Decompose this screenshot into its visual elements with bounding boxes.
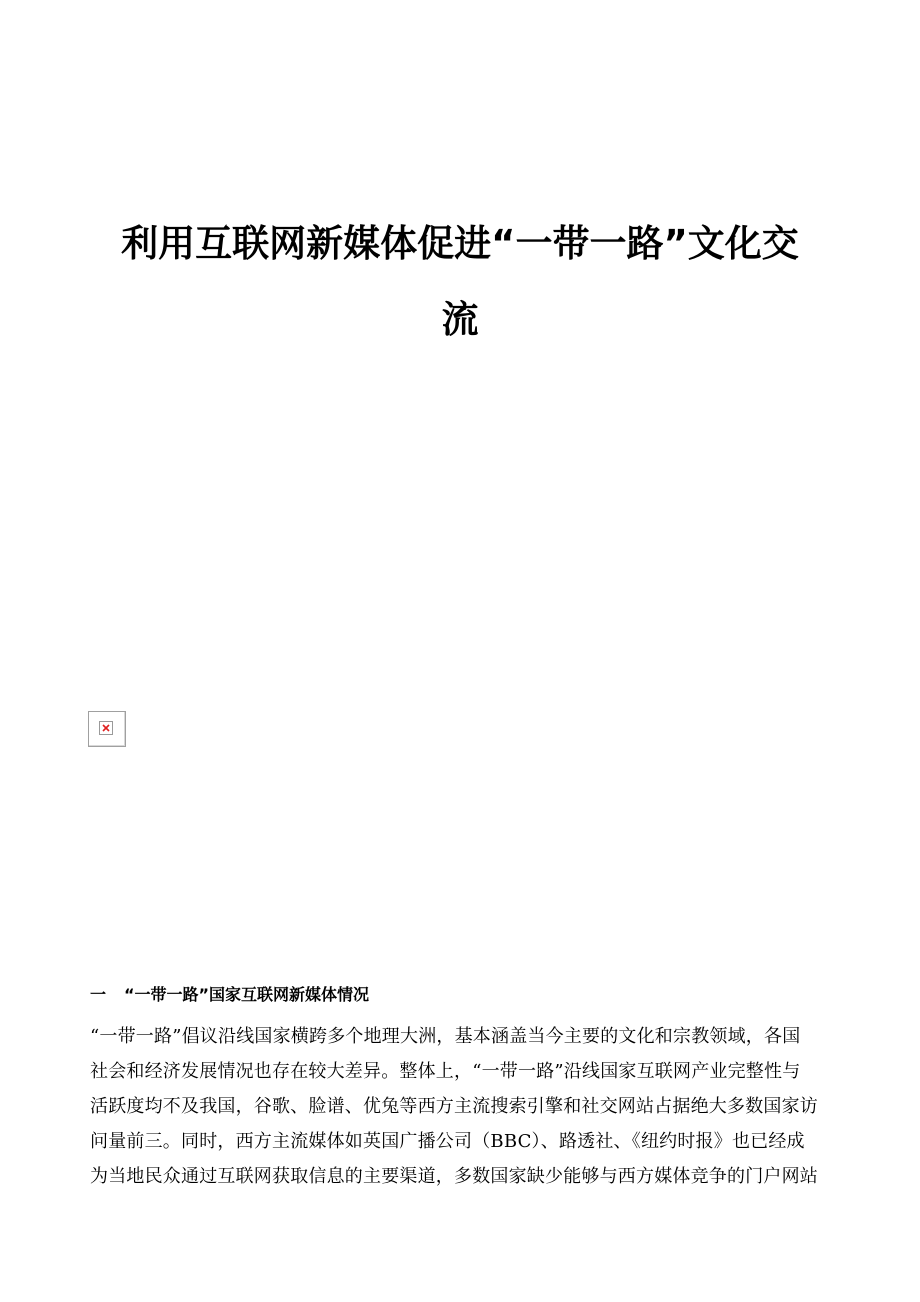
section-number: 一 <box>90 985 107 1004</box>
section-heading <box>90 984 369 1006</box>
body-paragraph <box>90 1019 830 1194</box>
title-line-1: 利用互联网新媒体促进“一带一路”文化交 <box>121 222 799 265</box>
broken-image-icon <box>99 721 113 735</box>
body-line: 问量前三。同时，西方主流媒体如英国广播公司（BBC）、路透社、《纽约时报》也已经成 <box>90 1131 805 1152</box>
body-line: 活跃度均不及我国，谷歌、脸谱、优兔等西方主流搜索引擎和社交网站占据绝大多数国家访 <box>90 1096 818 1117</box>
title-line-2: 流 <box>441 298 479 341</box>
body-line: 为当地民众通过互联网获取信息的主要渠道，多数国家缺少能够与西方媒体竞争的门户网站 <box>90 1166 818 1187</box>
document-title <box>90 206 830 358</box>
section-heading-text: “一带一路”国家互联网新媒体情况 <box>124 985 370 1004</box>
embedded-image-placeholder <box>88 711 126 747</box>
body-line: “一带一路”倡议沿线国家横跨多个地理大洲，基本涵盖当今主要的文化和宗教领域，各国 <box>90 1026 801 1047</box>
body-line: 社会和经济发展情况也存在较大差异。整体上，“一带一路”沿线国家互联网产业完整性与 <box>90 1061 801 1082</box>
